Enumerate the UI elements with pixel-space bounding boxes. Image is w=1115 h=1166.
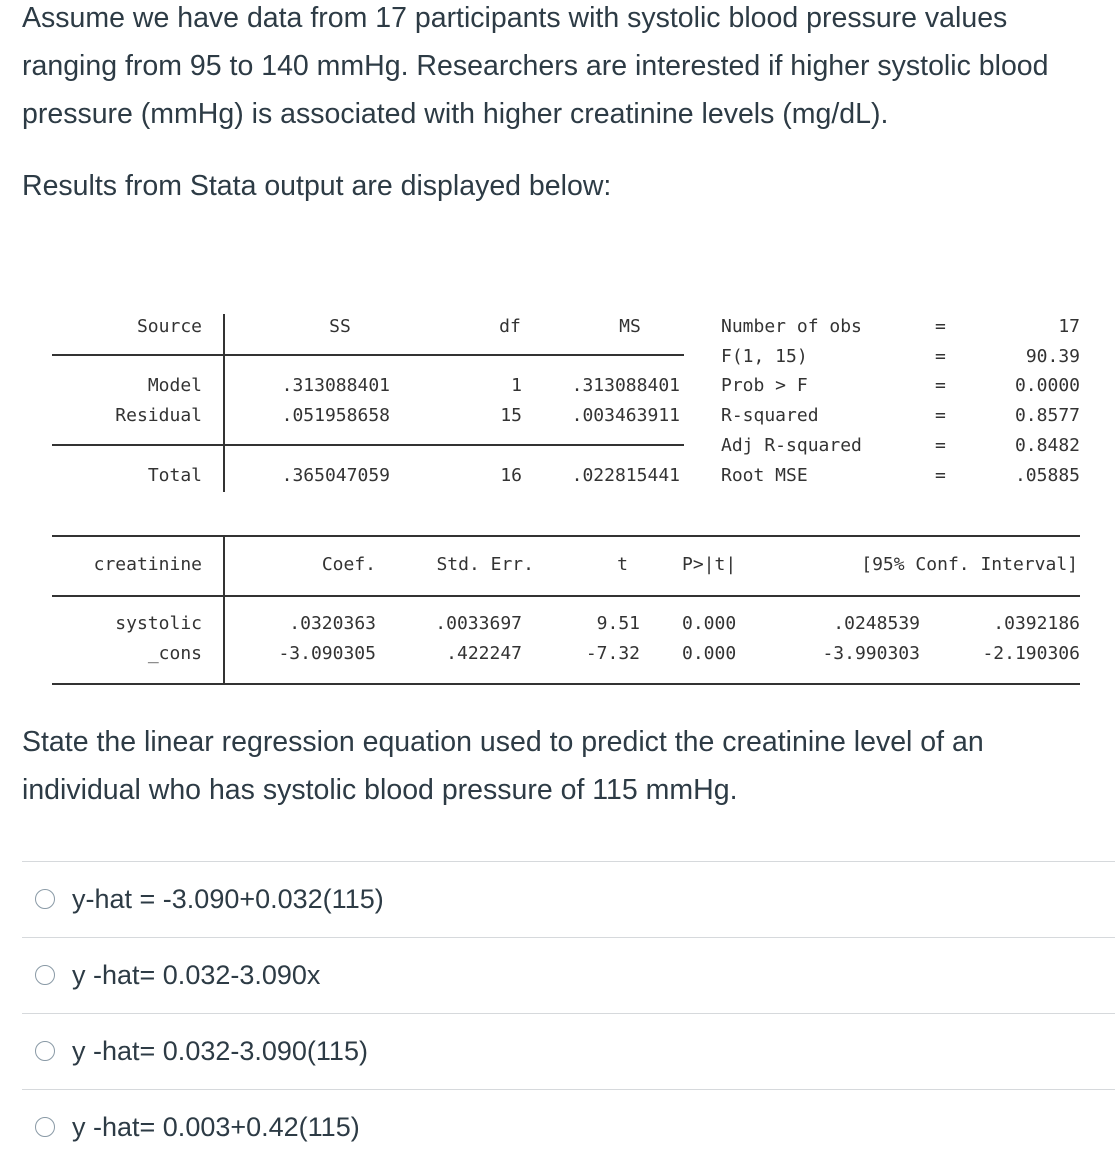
anova-row-residual-source: Residual	[115, 405, 202, 426]
anova-row-residual-df: 15	[500, 405, 522, 426]
anova-row-total-ss: .365047059	[281, 465, 390, 486]
intro-line-2: ranging from 95 to 140 mmHg. Researchers are interested if higher systolic blood	[22, 50, 1049, 82]
answer-option-2[interactable]	[22, 937, 1115, 1014]
coef-row-systolic-var: systolic	[115, 613, 202, 634]
stat-probf-eq: =	[935, 375, 946, 396]
coef-row-systolic-t: 9.51	[596, 613, 640, 634]
anova-row-model-source: Model	[147, 375, 202, 396]
anova-row-residual-ms: .003463911	[571, 405, 680, 426]
anova-header-rule	[52, 354, 684, 356]
stat-f-label: F(1, 15)	[721, 346, 808, 367]
question-line-1: State the linear regression equation used to predict the creatinine level of an	[22, 726, 984, 758]
coef-row-systolic-se: .0033697	[435, 613, 522, 634]
coef-row-cons-t: -7.32	[585, 643, 640, 664]
stat-f-value: 90.39	[1025, 346, 1080, 367]
stat-adjrsq-eq: =	[935, 435, 946, 456]
stat-nobs-label: Number of obs	[721, 316, 862, 337]
coef-vertical-rule	[223, 535, 225, 685]
stat-rmse-eq: =	[935, 465, 946, 486]
anova-header-source: Source	[136, 316, 202, 337]
stat-rmse-label: Root MSE	[721, 465, 808, 486]
coef-bottom-rule	[52, 683, 1080, 685]
coef-row-systolic-p: 0.000	[682, 613, 737, 634]
coef-header-rule	[52, 595, 1080, 597]
stat-rsq-value: 0.8577	[1014, 405, 1080, 426]
coef-header-p: P>|t|	[682, 554, 737, 575]
stat-rsq-label: R-squared	[721, 405, 819, 426]
anova-row-model-df: 1	[511, 375, 522, 396]
coef-header-coef: Coef.	[321, 554, 376, 575]
coef-row-cons-se: .422247	[446, 643, 522, 664]
option-1-label[interactable]: y-hat = -3.090+0.032(115)	[72, 884, 384, 914]
option-2-label[interactable]: y -hat= 0.032-3.090x	[72, 960, 321, 990]
coef-header-t: t	[617, 554, 628, 575]
coef-header-ci: [95% Conf. Interval]	[861, 554, 1078, 575]
anova-vertical-rule	[223, 314, 225, 492]
intro-line-3: pressure (mmHg) is associated with higher creatinine levels (mg/dL).	[22, 98, 889, 130]
question-line-2: individual who has systolic blood pressure of 115 mmHg.	[22, 774, 738, 806]
stat-f-eq: =	[935, 346, 946, 367]
stat-probf-value: 0.0000	[1014, 375, 1080, 396]
anova-total-rule	[52, 444, 684, 446]
anova-header-ss: SS	[329, 316, 351, 337]
stat-rmse-value: .05885	[1014, 465, 1080, 486]
anova-row-total-source: Total	[147, 465, 202, 486]
coef-row-systolic-ci-high: .0392186	[993, 613, 1080, 634]
anova-header-df: df	[499, 316, 521, 337]
coef-row-cons-coef: -3.090305	[278, 643, 376, 664]
stat-rsq-eq: =	[935, 405, 946, 426]
results-label: Results from Stata output are displayed below:	[22, 170, 612, 202]
radio-option-2[interactable]	[35, 965, 55, 985]
coef-top-rule	[52, 535, 1080, 537]
stat-probf-label: Prob > F	[721, 375, 808, 396]
stat-nobs-value: 17	[1058, 316, 1080, 337]
stat-nobs-eq: =	[935, 316, 946, 337]
anova-row-total-df: 16	[500, 465, 522, 486]
anova-row-model-ss: .313088401	[281, 375, 390, 396]
radio-option-4[interactable]	[35, 1117, 55, 1137]
coef-row-systolic-ci-low: .0248539	[833, 613, 920, 634]
coef-row-cons-ci-high: -2.190306	[982, 643, 1080, 664]
coef-row-cons-ci-low: -3.990303	[822, 643, 920, 664]
answer-option-1[interactable]	[22, 861, 1115, 938]
coef-header-se: Std. Err.	[436, 554, 534, 575]
option-4-label[interactable]: y -hat= 0.003+0.42(115)	[72, 1112, 360, 1142]
stat-adjrsq-value: 0.8482	[1014, 435, 1080, 456]
intro-line-1: Assume we have data from 17 participants with systolic blood pressure values	[22, 2, 1008, 34]
coef-row-cons-p: 0.000	[682, 643, 737, 664]
coef-row-systolic-coef: .0320363	[289, 613, 376, 634]
anova-row-residual-ss: .051958658	[281, 405, 390, 426]
radio-option-3[interactable]	[35, 1041, 55, 1061]
answer-option-3[interactable]	[22, 1013, 1115, 1090]
anova-row-model-ms: .313088401	[571, 375, 680, 396]
answer-option-4[interactable]	[22, 1089, 1115, 1166]
anova-header-ms: MS	[619, 316, 641, 337]
radio-option-1[interactable]	[35, 889, 55, 909]
coef-header-var: creatinine	[93, 554, 202, 575]
option-3-label[interactable]: y -hat= 0.032-3.090(115)	[72, 1036, 368, 1066]
anova-row-total-ms: .022815441	[571, 465, 680, 486]
stat-adjrsq-label: Adj R-squared	[721, 435, 862, 456]
coef-row-cons-var: _cons	[147, 643, 202, 664]
